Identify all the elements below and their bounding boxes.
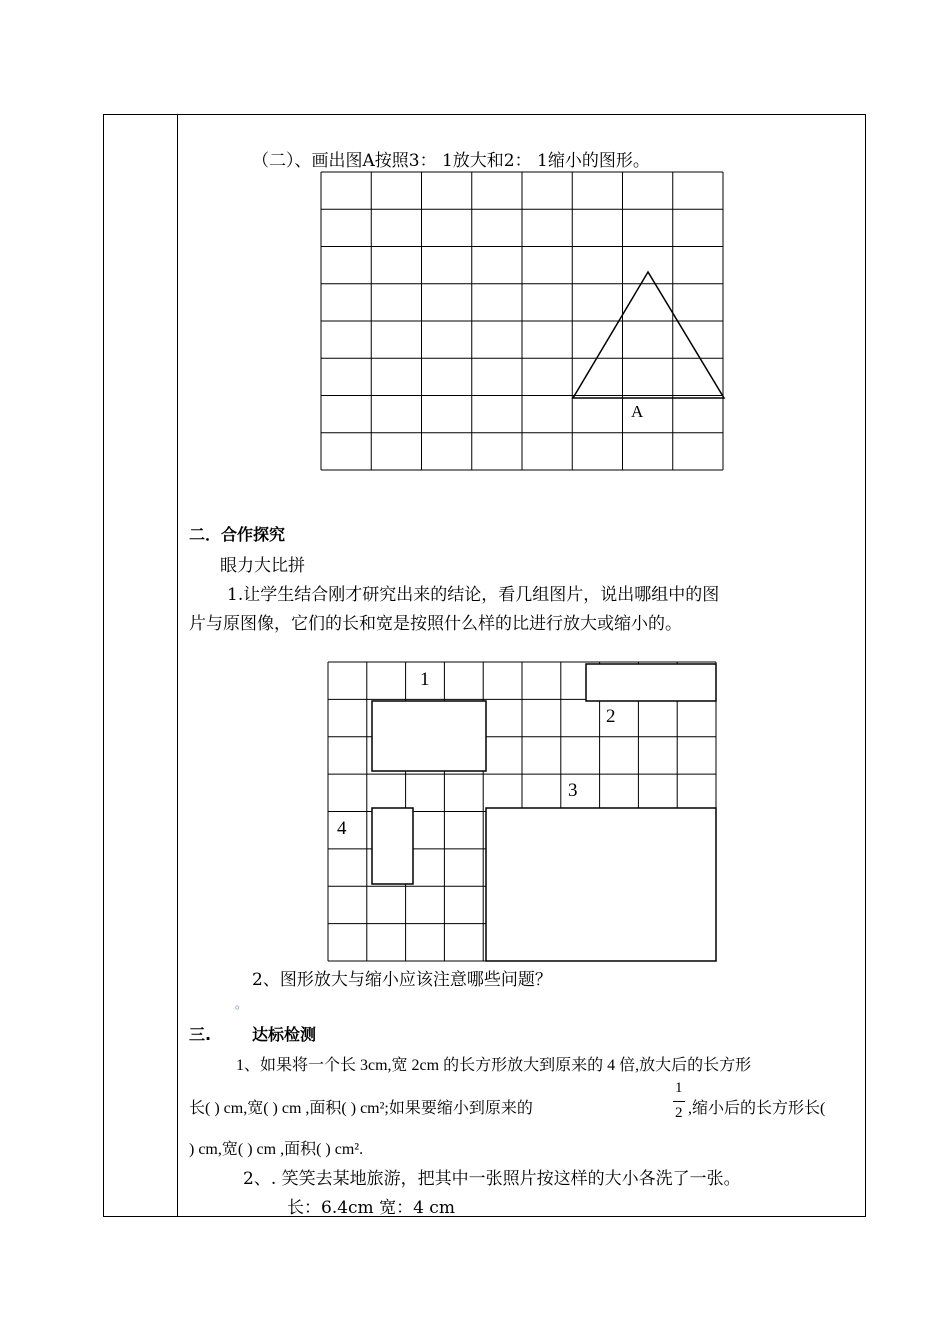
figure-a-label: A	[631, 402, 644, 421]
part2-heading: （二）、画出图A按照3： 1放大和2： 1缩小的图形。	[252, 151, 650, 171]
section3-number: 三.	[189, 1025, 212, 1044]
q1-line2: 片与原图像，它们的长和宽是按照什么样的比进行放大或缩小的。	[189, 614, 682, 634]
fraction-bar	[673, 1101, 685, 1102]
p2-line2: 长：6.4cm 宽：4 cm	[287, 1198, 455, 1218]
q2-text: 2、图形放大与缩小应该注意哪些问题？	[252, 970, 552, 990]
p1-line2b: ,缩小后的长方形长(	[688, 1100, 826, 1117]
shape-1	[372, 701, 486, 771]
shape-label-4: 4	[337, 818, 347, 839]
shape-label-1: 1	[420, 669, 430, 690]
shape-4	[372, 808, 413, 884]
p1-line1: 1、如果将一个长 3cm,宽 2cm 的长方形放大到原来的 4 倍,放大后的长方形	[236, 1057, 752, 1074]
p2-line1: 2、. 笑笑去某地旅游，把其中一张照片按这样的大小各洗了一张。	[243, 1169, 741, 1189]
section2-title: 二．合作探究	[189, 525, 286, 544]
shape-label-2: 2	[606, 706, 616, 727]
section2-subtitle: 眼力大比拼	[220, 556, 305, 576]
fraction-numerator: 1	[675, 1080, 683, 1096]
fraction-denominator: 2	[675, 1105, 683, 1121]
shape-2	[586, 664, 716, 701]
shape-3	[486, 808, 716, 961]
p1-line2a: 长( ) cm,宽( ) cm ,面积( ) cm²;如果要缩小到原来的	[189, 1100, 533, 1117]
shape-label-3: 3	[568, 780, 578, 801]
section3-title: 达标检测	[252, 1025, 317, 1044]
q1-line1: 1.让学生结合刚才研究出来的结论，看几组图片，说出哪组中的图	[227, 585, 720, 605]
small-mark: 。	[235, 997, 248, 1011]
triangle-a	[573, 272, 724, 398]
p1-line3: ) cm,宽( ) cm ,面积( ) cm².	[189, 1141, 364, 1158]
